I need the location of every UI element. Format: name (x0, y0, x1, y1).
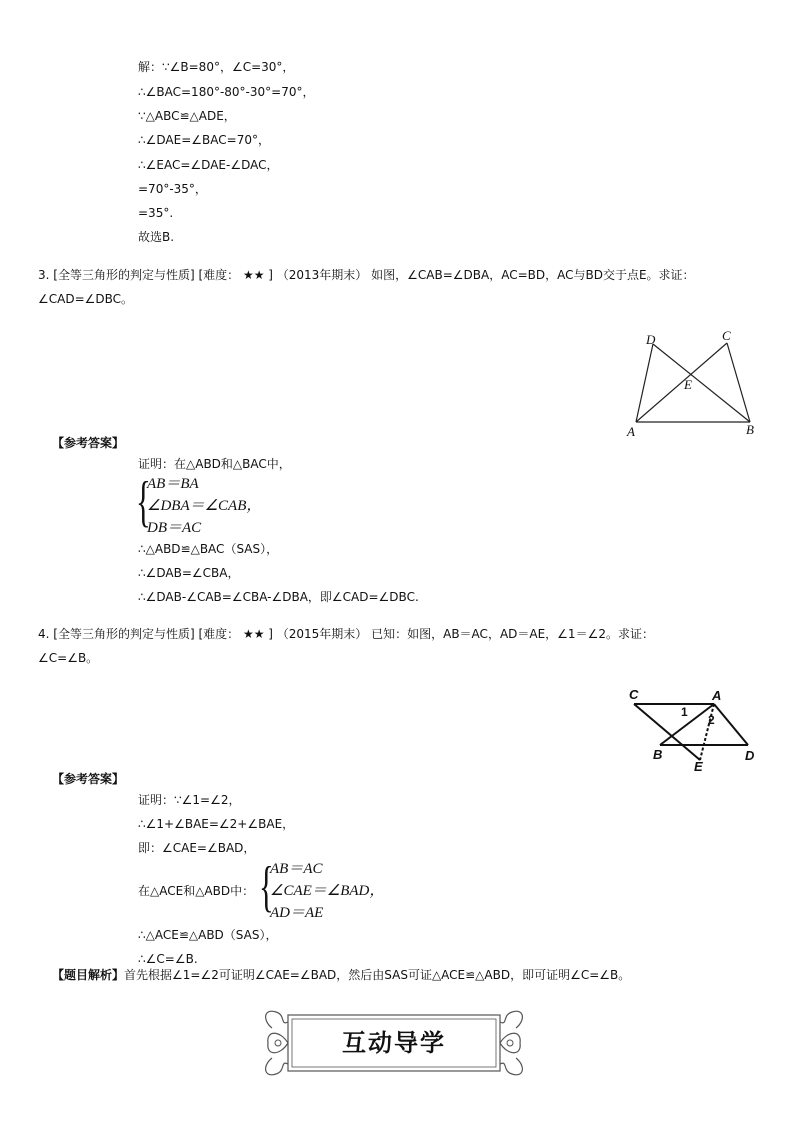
proof-intro: 证明：在△ABD和△BAC中， (138, 457, 291, 471)
analysis-label: 【题目解析】 (52, 968, 125, 982)
label-angle-2: 2 (708, 713, 715, 727)
label-C: C (629, 687, 639, 702)
label-angle-1: 1 (681, 705, 688, 719)
segment-CE (634, 704, 700, 760)
proof-line: ∴∠C=∠B. (138, 952, 198, 966)
segment-AD (714, 704, 748, 745)
solution-line: 故选B. (138, 230, 175, 244)
solution-line: ∴∠BAC=180°-80°-30°=70°， (138, 85, 315, 99)
solution-line: ∵△ABC≌△ADE， (138, 109, 236, 123)
proof-line: ∴∠1+∠BAE=∠2+∠BAE， (138, 817, 295, 831)
solution-line: ∴∠DAE=∠BAC=70°， (138, 133, 270, 147)
question-4-statement: 4. [全等三角形的判定与性质] [难度： ★★ ] （2015年期末） 已知：如图，AB＝AC，AD＝AE，∠1＝∠2。求证： (38, 627, 654, 641)
segment-BC (727, 343, 750, 422)
analysis (52, 967, 630, 983)
analysis-text: 首先根据∠1=∠2可证明∠CAE=∠BAD，然后由SAS可证△ACE≌△ABD，即可证明∠C=∠B。 (124, 968, 631, 982)
label-E: E (684, 377, 692, 392)
proof-line: ∴△ABD≌△BAC（SAS）， (138, 542, 279, 556)
label-B: B (653, 747, 663, 762)
system-equation: AD＝AE (270, 905, 324, 921)
system-prefix: 在△ACE和△ABD中： (138, 884, 255, 898)
answer-label: 【参考答案】 (52, 436, 125, 450)
question-3-statement-cont: ∠CAD=∠DBC。 (38, 292, 134, 306)
solution-line: =35°. (138, 206, 174, 220)
proof-line: 即：∠CAE=∠BAD， (138, 841, 256, 855)
segment-AC (636, 343, 727, 422)
segment-BD (653, 344, 750, 422)
segment-AD (636, 344, 653, 422)
system-equation: DB＝AC (147, 520, 202, 536)
solution-line: 解：∵∠B=80°，∠C=30°， (138, 60, 295, 74)
answer-label: 【参考答案】 (52, 772, 125, 786)
proof-line: ∴△ACE≌△ABD（SAS）， (138, 928, 278, 942)
label-B: B (746, 422, 754, 437)
question-3-statement: 3. [全等三角形的判定与性质] [难度： ★★ ] （2013年期末） 如图，∠CAB=∠DBA，AC=BD，AC与BD交于点E。求证： (38, 268, 695, 282)
proof-line: ∴∠DAB-∠CAB=∠CBA-∠DBA，即∠CAD=∠DBC. (138, 590, 419, 604)
label-A: A (712, 688, 722, 703)
left-brace-icon: { (136, 471, 151, 533)
system-equation: AB＝BA (147, 476, 199, 492)
system-equation: ∠CAE＝∠BAD， (270, 883, 385, 899)
left-brace-icon: { (259, 856, 274, 918)
label-C: C (722, 328, 731, 343)
proof-line: ∴∠DAB=∠CBA， (138, 566, 240, 580)
solution-line: ∴∠EAC=∠DAE-∠DAC， (138, 158, 279, 172)
question-4-statement-cont: ∠C=∠B。 (38, 651, 99, 665)
label-D: D (646, 332, 656, 347)
solution-line: =70°-35°， (138, 182, 207, 196)
label-D: D (745, 748, 755, 763)
section-banner-title: 互动导学 (342, 1028, 446, 1057)
label-A: A (627, 424, 635, 439)
system-equation: ∠DBA＝∠CAB， (147, 498, 262, 514)
system-equation: AB＝AC (270, 861, 323, 877)
proof-line: 证明：∵∠1=∠2， (138, 793, 241, 807)
label-E: E (694, 759, 703, 774)
